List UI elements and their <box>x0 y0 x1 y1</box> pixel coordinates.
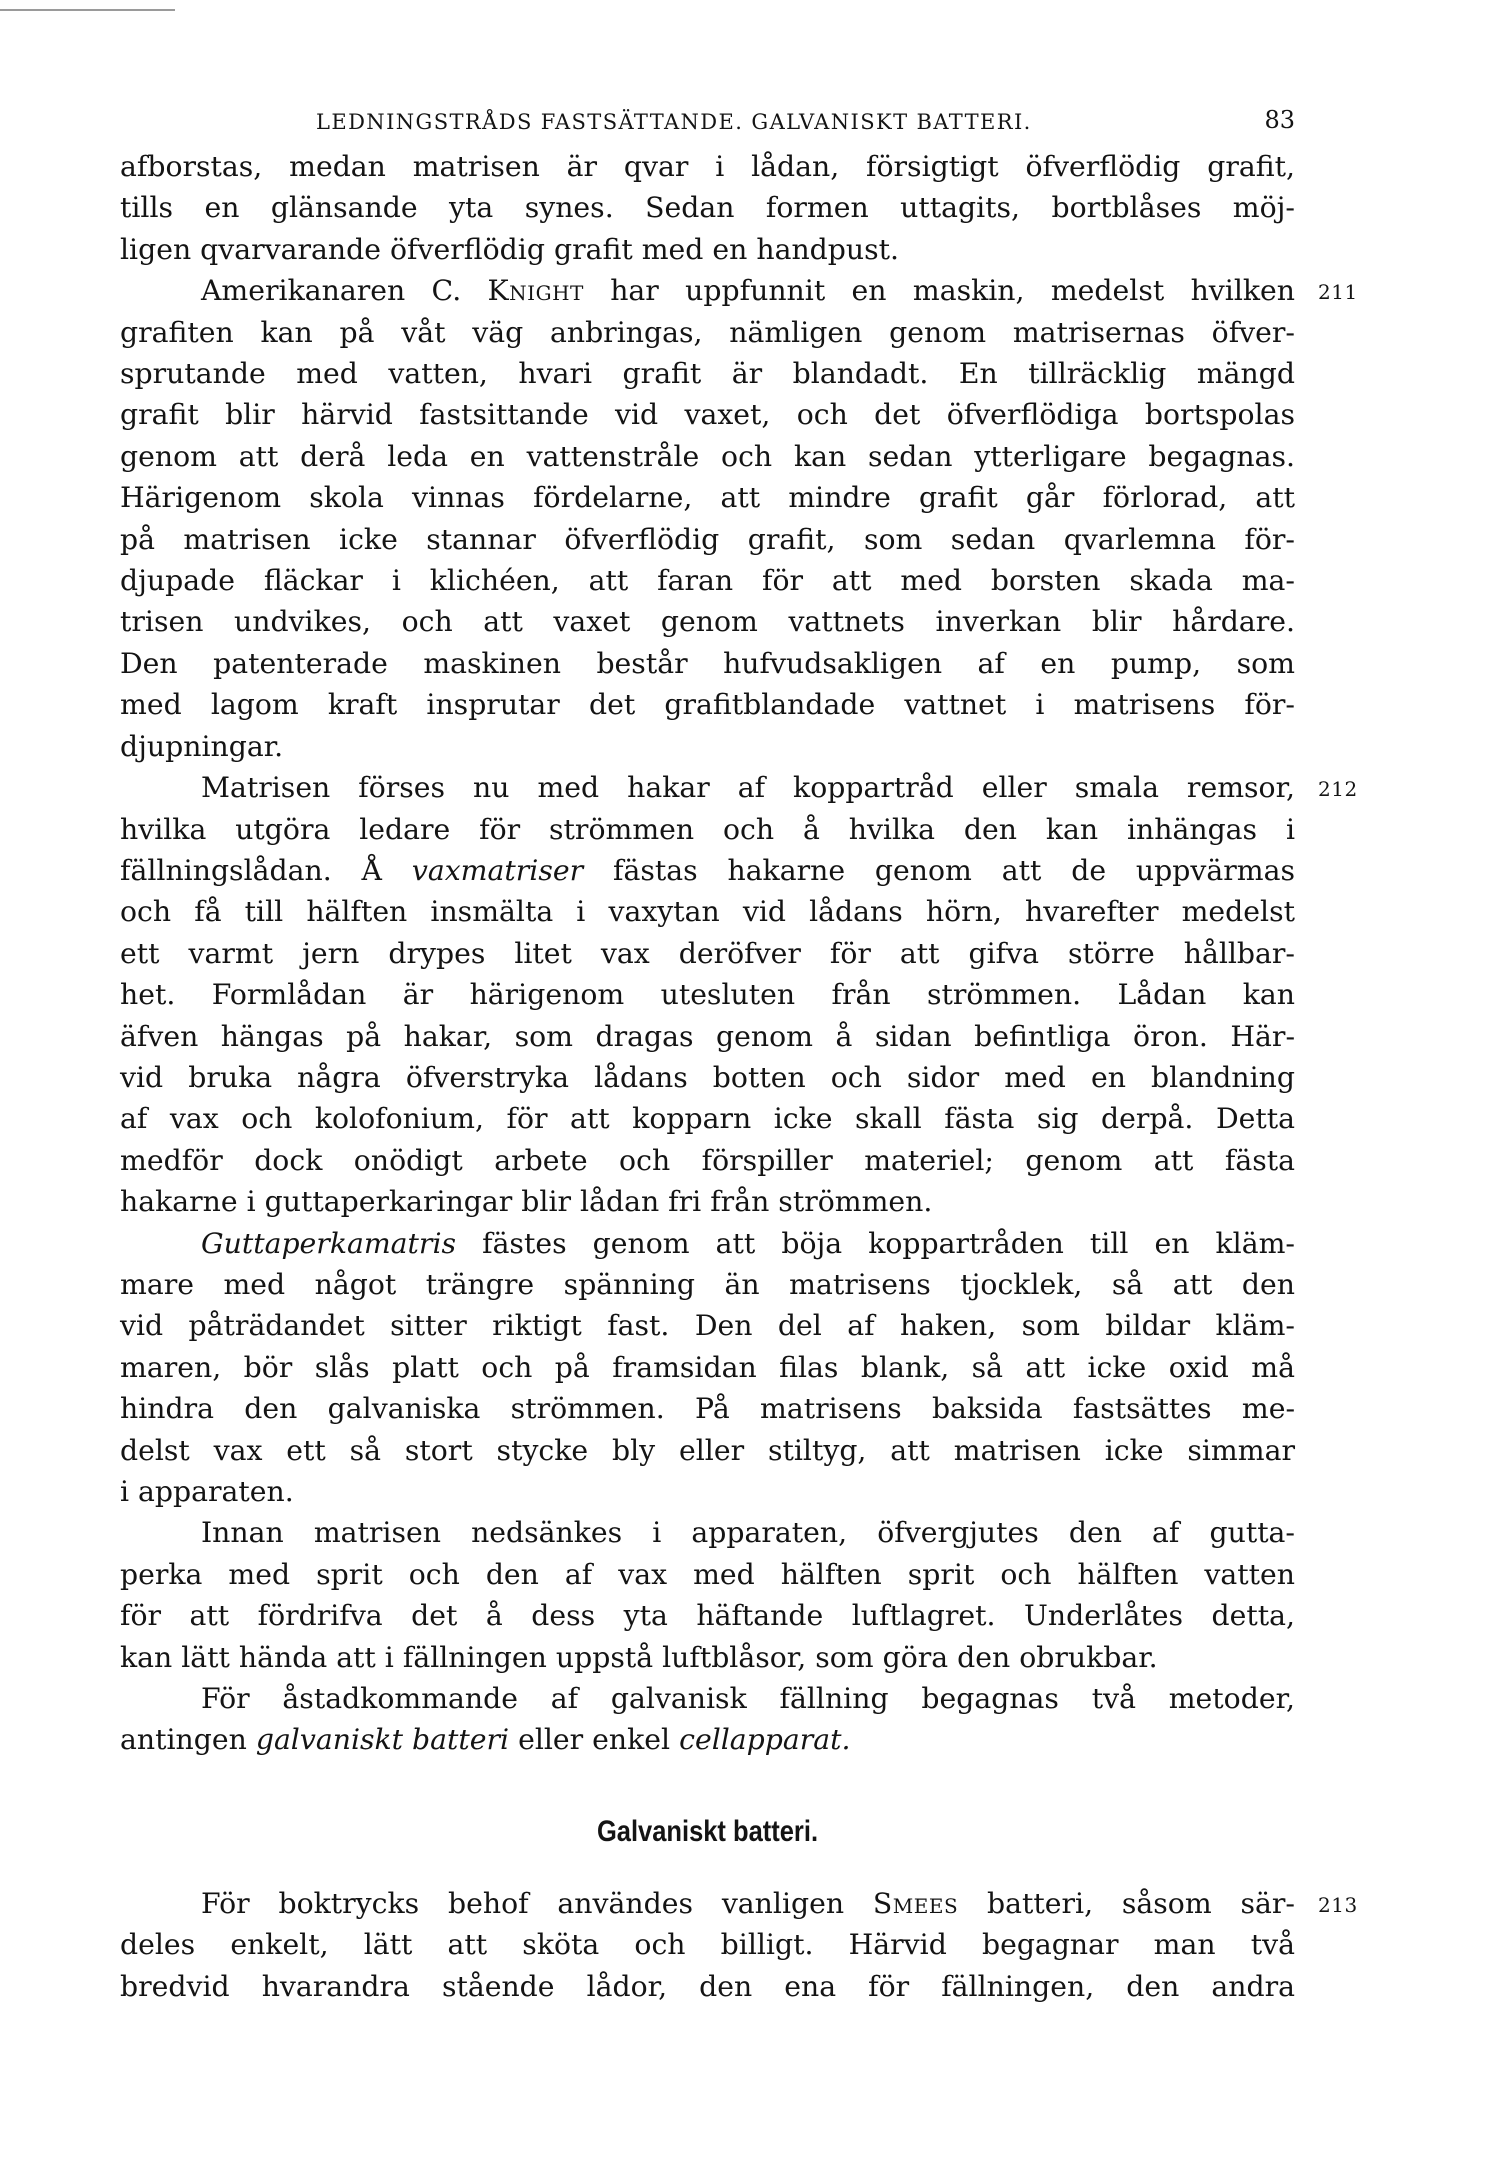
text-line: Härigenom skola vinnas fördelarne, att mindre grafit går förlorad, att <box>120 481 1295 515</box>
text-line: Den patenterade maskinen består hufvudsakligen af en pump, som <box>120 646 1295 680</box>
text-line: maren, bör slås platt och på framsidan filas blank, så att icke oxid må <box>120 1350 1295 1384</box>
paragraph <box>120 146 1295 270</box>
text-line: afborstas, medan matrisen är qvar i lådan, försigtigt öfverflödig grafit, <box>120 150 1295 183</box>
text-line: Guttaperkamatris fästes genom att böja koppartråden till en kläm- <box>201 1226 1295 1260</box>
book-page <box>120 100 1358 2007</box>
text-line: deles enkelt, lätt att sköta och billigt. Härvid begagnar man två <box>120 1928 1295 1962</box>
line-text-part: Amerikanaren C. Knight har uppfunnit en maskin, medelst hvilken <box>201 274 1296 308</box>
text-line: hakarne i guttaperkaringar blir lådan fri från strömmen. <box>120 1185 933 1219</box>
text-line: fällningslådan. Å vaxmatriser fästas hakarne genom att de uppvärmas <box>120 853 1295 887</box>
section-heading: Galvaniskt batteri. <box>596 1814 819 1848</box>
text-line: genom att derå leda en vattenstråle och kan sedan ytterligare begagnas. <box>120 439 1295 473</box>
paragraph <box>120 270 1358 767</box>
margin-section-number: 212 <box>1318 777 1358 802</box>
text-line: med lagom kraft insprutar det grafitblandade vattnet i matrisens för- <box>120 688 1295 722</box>
text-line: het. Formlådan är härigenom utesluten från strömmen. Lådan kan <box>120 978 1295 1012</box>
text-line <box>120 270 1295 311</box>
text-line: bredvid hvarandra stående lådor, den ena för fällningen, den andra <box>120 1969 1295 2003</box>
text-line: trisen undvikes, och att vaxet genom vattnets inverkan blir hårdare. <box>120 605 1295 639</box>
text-line: vid bruka några öfverstryka lådans botten och sidor med en blandning <box>120 1060 1295 1094</box>
running-title: LEDNINGSTRÅDS FASTSÄTTANDE. GALVANISKT BATTERI. <box>316 110 1032 134</box>
paragraph <box>120 1223 1295 1513</box>
text-line: äfven hängas på hakar, som dragas genom å sidan befintliga öron. Här- <box>120 1019 1295 1053</box>
paragraph <box>120 1883 1358 2007</box>
text-line: medför dock onödigt arbete och förspiller materiel; genom att fästa <box>120 1143 1295 1177</box>
text-line: Innan matrisen nedsänkes i apparaten, öfvergjutes den af gutta- <box>201 1516 1295 1550</box>
text-line: på matrisen icke stannar öfverflödig grafit, som sedan qvarlemna för- <box>120 522 1295 556</box>
text-line: hvilka utgöra ledare för strömmen och å hvilka den kan inhängas i <box>120 812 1295 846</box>
text-line: grafiten kan på våt väg anbringas, nämligen genom matrisernas öfver- <box>120 315 1295 349</box>
scan-artifact-mark <box>0 8 180 12</box>
paragraph <box>120 1512 1295 1678</box>
text-line: för att fördrifva det å dess yta häftande luftlagret. Underlåtes detta, <box>120 1599 1295 1633</box>
paragraph <box>120 1678 1295 1761</box>
text-line: djupningar. <box>120 729 284 763</box>
text-line: antingen galvaniskt batteri eller enkel cellapparat. <box>120 1723 851 1757</box>
text-line: vid påträdandet sitter riktigt fast. Den del af haken, som bildar kläm- <box>120 1309 1295 1343</box>
margin-section-number: 211 <box>1318 280 1358 305</box>
text-line: af vax och kolofonium, för att kopparn icke skall fästa sig derpå. Detta <box>120 1102 1295 1136</box>
text-line: perka med sprit och den af vax med hälften sprit och hälften vatten <box>120 1557 1295 1591</box>
text-line: För åstadkommande af galvanisk fällning begagnas två metoder, <box>201 1682 1295 1716</box>
running-header <box>120 100 1295 144</box>
page-number: 83 <box>1264 106 1295 134</box>
text-line: ett varmt jern drypes litet vax deröfver för att gifva större hållbar- <box>120 936 1295 970</box>
text-line: Matrisen förses nu med hakar af koppartråd eller smala remsor, <box>201 771 1295 805</box>
text-line: tills en glänsande yta synes. Sedan formen uttagits, bortblåses möj- <box>120 191 1295 225</box>
text-line: djupade fläckar i klichéen, att faran för att med borsten skada ma- <box>120 564 1295 598</box>
paragraph <box>120 767 1358 1222</box>
text-line: delst vax ett så stort stycke bly eller stiltyg, att matrisen icke simmar <box>120 1433 1295 1467</box>
margin-section-number: 213 <box>1318 1892 1358 1917</box>
text-line: hindra den galvaniska strömmen. På matrisens baksida fastsättes me- <box>120 1392 1295 1426</box>
text-line: ligen qvarvarande öfverflödig grafit med en handpust. <box>120 232 900 266</box>
text-line: och få till hälften insmälta i vaxytan vid lådans hörn, hvarefter medelst <box>120 895 1295 929</box>
text-line: kan lätt hända att i fällningen uppstå luftblåsor, som göra den obrukbar. <box>120 1640 1158 1674</box>
text-line: i apparaten. <box>120 1475 294 1508</box>
text-line: För boktrycks behof användes vanligen Smees batteri, såsom sär- <box>201 1886 1295 1920</box>
text-line: sprutande med vatten, hvari grafit är blandadt. En tillräcklig mängd <box>120 357 1295 391</box>
text-line: mare med något trängre spänning än matrisens tjocklek, så att den <box>120 1267 1295 1301</box>
text-line: grafit blir härvid fastsittande vid vaxet, och det öfverflödiga bortspolas <box>120 398 1295 432</box>
